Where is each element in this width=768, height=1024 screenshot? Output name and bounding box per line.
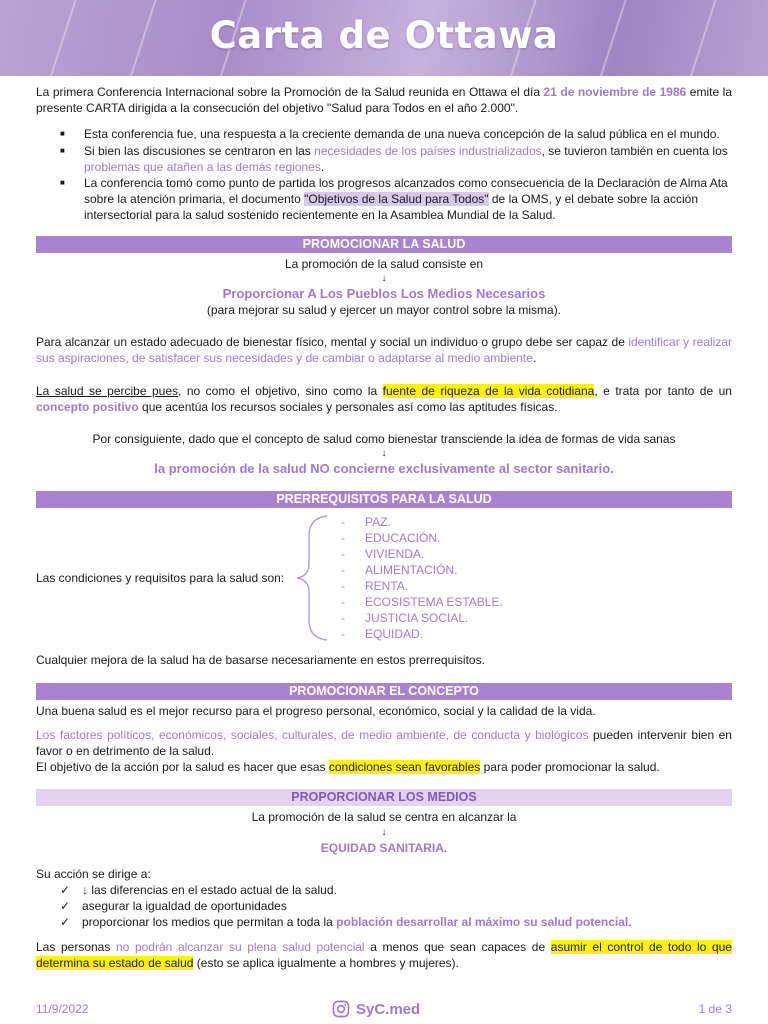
instagram-icon <box>332 1000 350 1018</box>
prerequisite-label: RENTA. <box>365 579 409 594</box>
highlight-text: condiciones sean favorables <box>328 760 481 775</box>
section-heading-promocionar-concepto: PROMOCIONAR EL CONCEPTO <box>36 683 732 700</box>
dash: - <box>341 563 345 578</box>
curly-brace-icon <box>291 514 331 642</box>
text: , no como el objetivo, sino como la <box>178 383 383 398</box>
page-number: 1 de 3 <box>698 1002 732 1016</box>
prerequisite-item <box>341 530 503 546</box>
section4-line1: La promoción de la salud se centra en alcanzar la <box>251 810 517 825</box>
bullet-text: Si bien las discusiones se centraron en las <box>84 143 315 158</box>
intro-date: 21 de noviembre de 1986 <box>543 85 687 99</box>
prerequisite-label: VIVIENDA. <box>365 547 425 562</box>
action-text: . <box>628 915 632 930</box>
action-item <box>60 914 732 930</box>
prerequisite-label: PAZ. <box>365 515 391 530</box>
section3-line1: Una buena salud es el mejor recurso para el progreso personal, económico, social y la calidad de la vida. <box>36 703 596 718</box>
action-text: ↓ las diferencias en el estado actual de la salud. <box>82 883 337 898</box>
page-title: Carta de Ottawa <box>209 14 559 57</box>
prerequisites-list <box>341 514 503 642</box>
section-heading-prerrequisitos: PRERREQUISITOS PARA LA SALUD <box>36 491 732 508</box>
bullet-item <box>48 126 732 142</box>
bullet-emph: necesidades de los países industrializados <box>314 143 542 158</box>
text: . <box>532 351 537 366</box>
prerequisite-label: EQUIDAD. <box>365 627 424 642</box>
section1-line2: (para mejorar su salud y ejercer un mayor control sobre la misma). <box>206 303 562 318</box>
emph-text: concepto positivo <box>36 399 139 414</box>
action-text: proporcionar los medios que permitan a toda la <box>82 915 337 930</box>
section-heading-promocionar-salud: PROMOCIONAR LA SALUD <box>36 236 732 253</box>
section1-line1: La promoción de la salud consiste en <box>284 256 484 271</box>
emph-text: identificar y realizar sus aspiraciones, de satisfacer sus necesidades y de cambiar o adaptarse al medio ambiente <box>36 335 732 366</box>
text: Las personas <box>36 939 116 954</box>
prerequisite-item <box>341 578 503 594</box>
prerequisite-item <box>341 594 503 610</box>
down-arrow-icon: ↓ <box>381 272 387 284</box>
bullet-text: Esta conferencia fue, una respuesta a la creciente demanda de una nueva concepción de la salud pública en el mundo. <box>84 127 720 142</box>
bullet-text: de la OMS, y el debate sobre la acción intersectorial para la salud sostenido recientemente en la Asamblea Mundial de la Salud. <box>84 192 698 223</box>
section1-line3: Por consiguiente, dado que el concepto de salud como bienestar transciende la idea de formas de vida sanas <box>92 432 676 447</box>
section4-paragraph <box>36 939 732 971</box>
section1-paragraph1 <box>36 334 732 366</box>
section1-emphasis: Proporcionar A Los Pueblos Los Medios Necesarios <box>222 285 546 301</box>
title-banner <box>0 0 768 76</box>
text: (esto se aplica igualmente a hombres y mujeres). <box>193 955 459 970</box>
text: El objetivo de la acción por la salud es hacer que esas <box>36 760 329 775</box>
bullet-item <box>48 175 732 224</box>
prerequisites-block <box>36 514 732 642</box>
bullet-highlight: "Objetivos de la Salud para Todos" <box>304 192 489 207</box>
text: , e trata por tanto de un <box>594 383 732 398</box>
dash: - <box>341 579 345 594</box>
prerequisites-label: Las condiciones y requisitos para la salud son: <box>36 571 285 586</box>
actions-list <box>60 882 732 931</box>
prerequisite-item <box>341 546 503 562</box>
emph-text: no podrán alcanzar su plena salud potencial <box>115 939 365 954</box>
dash: - <box>341 595 345 610</box>
section4-intro: Su acción se dirige a: <box>36 866 151 881</box>
down-arrow-icon: ↓ <box>381 448 387 460</box>
text: pueden intervenir bien en favor o en detrimento de la salud. <box>36 727 732 759</box>
brand-label: SyC.med <box>356 1000 421 1018</box>
action-item <box>60 898 732 914</box>
action-text: asegurar la igualdad de oportunidades <box>82 899 287 914</box>
prerequisite-item <box>341 610 503 626</box>
footer-date: 11/9/2022 <box>36 1002 89 1016</box>
section-heading-proporcionar-medios: PROPORCIONAR LOS MEDIOS <box>36 789 732 806</box>
section1-emphasis2: la promoción de la salud NO concierne exclusivamente al sector sanitario. <box>154 461 614 477</box>
dash: - <box>341 531 345 546</box>
text: a menos que sean capaces de <box>364 939 551 954</box>
prerequisite-item <box>341 514 503 530</box>
bullet-text: . <box>320 159 325 174</box>
prerequisite-label: EDUCACIÓN. <box>365 531 441 546</box>
text: Para alcanzar un estado adecuado de bienestar físico, mental y social un individuo o grupo debe ser capaz de <box>36 335 629 350</box>
text: para poder promocionar la salud. <box>480 760 660 775</box>
page-footer <box>0 1000 768 1020</box>
document-body <box>36 84 732 971</box>
bullet-emph: problemas que atañen a las demás regiones <box>84 159 321 174</box>
intro-text: La primera Conferencia Internacional sobre la Promoción de la Salud reunida en Ottawa el día <box>36 85 544 99</box>
prerequisite-item <box>341 562 503 578</box>
action-item <box>60 882 732 898</box>
text: que acentúa los recursos sociales y personales así como las aptitudes físicas. <box>138 399 558 414</box>
prerequisite-item <box>341 626 503 642</box>
dash: - <box>341 627 345 642</box>
intro-text-end: emite la presente CARTA dirigida a la consecución del objetivo "Salud para Todos en el año 2.000". <box>36 85 732 116</box>
section3-paragraph <box>36 727 732 759</box>
dash: - <box>341 515 345 530</box>
highlight-text: fuente de riqueza de la vida cotidiana <box>382 383 595 398</box>
dash: - <box>341 547 345 562</box>
section1-paragraph2 <box>36 383 732 415</box>
prerequisite-label: JUSTICIA SOCIAL. <box>365 611 469 626</box>
bullet-text: La conferencia tomó como punto de partida los progresos alcanzados como consecuencia de la Declaración de Alma Ata sobre la atención primaria, el documento <box>84 176 728 207</box>
footer-brand[interactable] <box>332 1000 420 1018</box>
section3-paragraph2 <box>36 759 732 775</box>
underlined-text: La salud se percibe pues <box>36 383 179 398</box>
action-emph: población desarrollar al máximo su salud potencial <box>336 915 629 930</box>
prerequisites-closing: Cualquier mejora de la salud ha de basarse necesariamente en estos prerrequisitos. <box>36 653 485 668</box>
intro-paragraph <box>36 84 732 116</box>
dash: - <box>341 611 345 626</box>
intro-bullets <box>48 126 732 223</box>
bullet-item <box>48 143 732 175</box>
emph-text: Los factores políticos, económicos, sociales, culturales, de medio ambiente, de conducta y biológicos <box>36 727 589 742</box>
prerequisite-label: ECOSISTEMA ESTABLE. <box>365 595 503 610</box>
section4-emphasis: EQUIDAD SANITARIA. <box>320 840 448 855</box>
down-arrow-icon: ↓ <box>381 826 387 838</box>
bullet-text: , se tuvieron también en cuenta los <box>541 143 728 158</box>
highlight-text: asumir el control de todo lo que determina su estado de salud <box>36 939 732 970</box>
prerequisite-label: ALIMENTACIÓN. <box>365 563 458 578</box>
